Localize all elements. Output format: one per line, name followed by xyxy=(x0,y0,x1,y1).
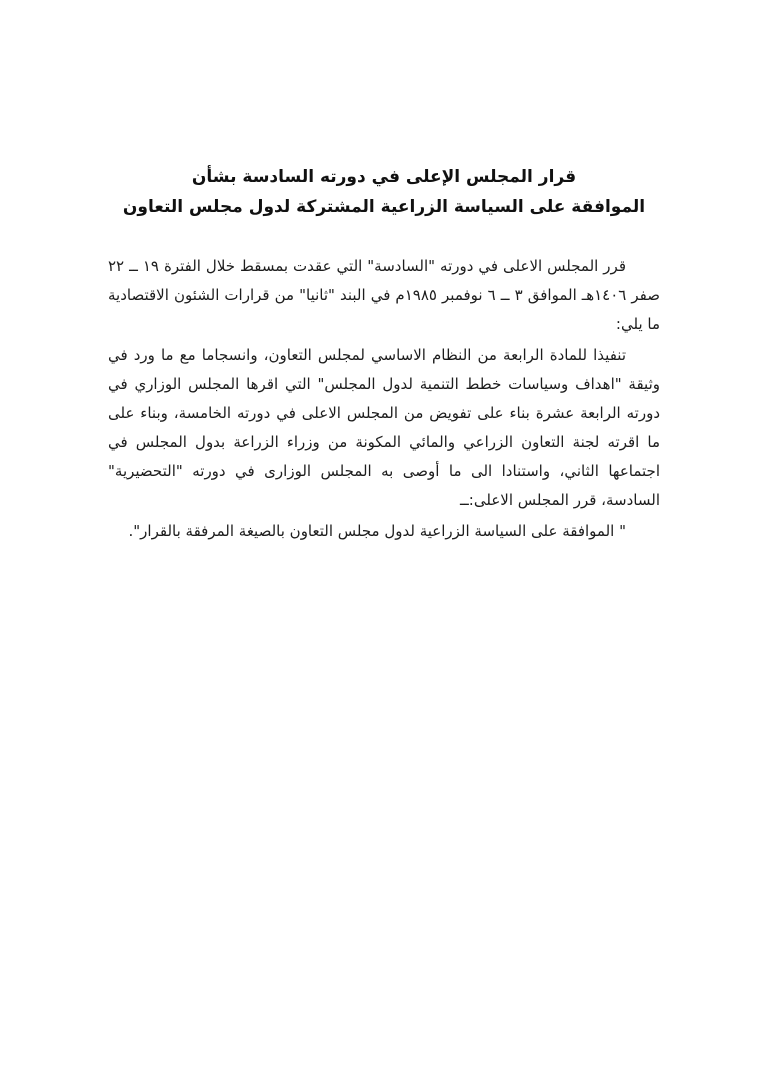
document-title-line-1: قرار المجلس الإعلى في دورته السادسة بشأن xyxy=(191,167,577,187)
document-title-line-2: الموافقة على السياسة الزراعية المشتركة لدول مجلس التعاون xyxy=(122,197,646,217)
paragraph-decision-basis: تنفيذا للمادة الرابعة من النظام الاساسي لمجلس التعاون، وانسجاما مع ما ورد في وثيقة "اهداف وسياسات خطط التنمية لدول المجلس" التي اقرها المجلس الوزاري في دورته الرابعة عشرة بناء على تفويض من المجلس الاعلى في دورته الخامسة، وبناء على ما اقرته لجنة التعاون الزراعي والمائي المكونة من وزراء الزراعة بدول المجلس في اجتماعها الثاني، واستنادا الى ما أوصى به المجلس الوزارى في دورته "التحضيرية" السادسة، قرر المجلس الاعلى:ــ xyxy=(108,346,660,509)
paragraph-resolution: " الموافقة على السياسة الزراعية لدول مجلس التعاون بالصيغة المرفقة بالقرار". xyxy=(128,522,626,540)
document-content xyxy=(108,162,660,546)
document-body xyxy=(108,252,660,546)
paragraph-intro: قرر المجلس الاعلى في دورته "السادسة" التي عقدت بمسقط خلال الفترة ١٩ ــ ٢٢ صفر ١٤٠٦هـ الموافق ٣ ــ ٦ نوفمبر ١٩٨٥م في البند "ثانيا" من قرارات الشئون الاقتصادية ما يلي: xyxy=(108,257,660,333)
document-title xyxy=(108,162,660,222)
